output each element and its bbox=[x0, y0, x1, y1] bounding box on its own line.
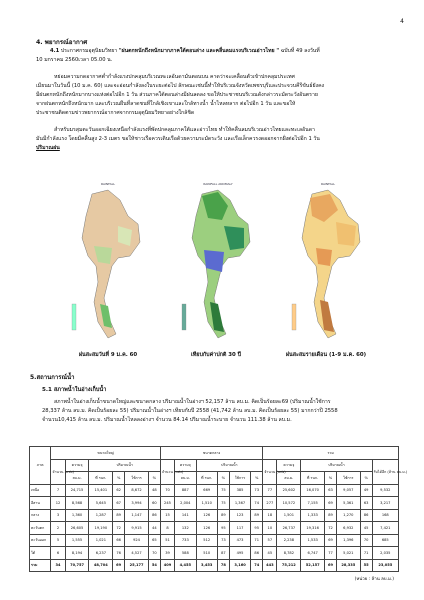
value-cell: 495 bbox=[229, 547, 250, 560]
monsoon-line: สำหรับมรสุมตะวันออกเฉียงเหนือกำลังแรงที่พัดปกคลุมภาคใต้และอ่าวไทย ทำให้คลื่นลมบริเวณอ่าวไทยและทะเลอันดา bbox=[54, 127, 315, 133]
value-cell: 73 bbox=[251, 484, 263, 497]
value-cell: 510 bbox=[196, 547, 217, 560]
value-cell: 6 bbox=[51, 547, 65, 560]
value-cell: 70 bbox=[360, 534, 372, 547]
value-cell: 3,453 bbox=[196, 559, 217, 572]
table-header-row bbox=[30, 447, 399, 460]
value-cell: 4,455 bbox=[175, 559, 196, 572]
value-cell: 51 bbox=[160, 534, 174, 547]
value-cell: 25,177 bbox=[125, 559, 149, 572]
rainfall-monthly-map bbox=[288, 182, 368, 350]
value-cell: 70 bbox=[148, 547, 160, 560]
thailand-map-icon bbox=[288, 186, 368, 346]
table-row bbox=[30, 547, 399, 560]
value-cell: 1,021 bbox=[89, 534, 113, 547]
region-cell: ตะวันออก bbox=[30, 534, 51, 547]
value-cell: 75 bbox=[217, 497, 229, 510]
value-cell: 49 bbox=[360, 484, 372, 497]
sub-header: ใช้การ bbox=[125, 472, 149, 485]
value-cell: 72 bbox=[113, 522, 125, 535]
value-cell: 5,361 bbox=[336, 497, 360, 510]
value-cell: 7,421 bbox=[372, 522, 398, 535]
sub-header: % bbox=[217, 472, 229, 485]
table-row bbox=[30, 509, 399, 522]
value-cell: 1,270 bbox=[336, 509, 360, 522]
value-cell: 2 bbox=[51, 522, 65, 535]
value-cell: 126 bbox=[196, 509, 217, 522]
map-title: RAINFALL bbox=[321, 182, 335, 186]
value-cell: 75,212 bbox=[277, 559, 301, 572]
sub-header: ที่ รนก. bbox=[301, 472, 325, 485]
forecast-paragraph bbox=[36, 73, 394, 118]
value-cell: 3,160 bbox=[229, 559, 250, 572]
value-cell: 443 bbox=[263, 559, 277, 572]
value-cell: 5 bbox=[51, 534, 65, 547]
value-cell: 9,915 bbox=[125, 522, 149, 535]
value-cell: 1,360 bbox=[65, 509, 89, 522]
value-cell: 8,672 bbox=[125, 484, 149, 497]
value-cell: 57 bbox=[263, 534, 277, 547]
value-cell: 65 bbox=[148, 534, 160, 547]
value-cell: 669 bbox=[196, 484, 217, 497]
available-header: รับได้อีก (ล้าน ลบ.ม.) bbox=[372, 459, 398, 484]
value-cell: 16,070 bbox=[301, 484, 325, 497]
value-cell: 409 bbox=[160, 559, 174, 572]
value-cell: 141 bbox=[175, 509, 196, 522]
count-header: จำนวน (แห่ง) bbox=[51, 459, 65, 484]
value-cell: 69 bbox=[325, 559, 337, 572]
forecast-line: จากฝนตกหนักถึงหนักมาก และบริเวณผืนที่ลาดชนที่ใกล้เชิงเขาและใกล้ทางน้ำ น้ำไหลหลาก ต่อไปอีก 1 วัน และขอให้ bbox=[36, 101, 296, 108]
value-cell: 733 bbox=[175, 534, 196, 547]
sub-header: ใช้การ bbox=[336, 472, 360, 485]
table-row bbox=[30, 534, 399, 547]
value-cell: 924 bbox=[125, 534, 149, 547]
forecast-line: หย่อมความกดอากาศต่ำกำลังแรงปกคลุมบริเวณทะเลอันดามันตอนบน คาดว่าจะเคลื่อนตัวเข้าปกคลุมประเทศ bbox=[54, 74, 295, 80]
section-5-heading: 5.สถานการณ์น้ำ bbox=[30, 374, 75, 381]
value-cell: 277 bbox=[263, 497, 277, 510]
capacity-header: ความจุ bbox=[277, 459, 301, 472]
value-cell: 5,645 bbox=[89, 497, 113, 510]
value-cell: 8,568 bbox=[65, 497, 89, 510]
value-cell: 87 bbox=[217, 547, 229, 560]
sub-header: ที่ รนก. bbox=[196, 472, 217, 485]
capacity-header: ความจุ bbox=[65, 459, 89, 472]
region-cell: กลาง bbox=[30, 509, 51, 522]
forecast-line: ประชาชนติดตามข่าวพยากรณ์อากาศจากกรมอุตุนิยมวิทยาอย่างใกล้ชิด bbox=[36, 110, 195, 117]
value-cell: 3 bbox=[51, 509, 65, 522]
sub-header: % bbox=[148, 472, 160, 485]
monsoon-paragraph bbox=[36, 126, 394, 153]
value-cell: 78 bbox=[217, 559, 229, 572]
region-cell: เหนือ bbox=[30, 484, 51, 497]
value-cell: 10 bbox=[263, 522, 277, 535]
value-cell: 9,057 bbox=[336, 484, 360, 497]
para-number: 4.1 bbox=[50, 48, 60, 54]
value-cell: 63 bbox=[360, 497, 372, 510]
reservoir-paragraph bbox=[42, 398, 402, 425]
sub-header: % bbox=[360, 472, 372, 485]
map-title: RAINFALL ANOMALY bbox=[203, 182, 233, 186]
value-cell: 24,715 bbox=[65, 484, 89, 497]
value-cell: 55 bbox=[360, 559, 372, 572]
announcement-title: "ฝนตกหนักถึงหนักมากภาคใต้ตอนล่าง และคลื่นลมแรงบริเวณอ่าวไทย " bbox=[118, 48, 280, 54]
value-cell: 45 bbox=[263, 547, 277, 560]
table-row bbox=[30, 559, 399, 572]
announcement-paragraph bbox=[36, 47, 394, 65]
value-cell: 39 bbox=[160, 547, 174, 560]
value-cell: 126 bbox=[196, 522, 217, 535]
value-cell: 245 bbox=[160, 497, 174, 510]
value-cell: 77 bbox=[263, 484, 277, 497]
para-pre: ประกาศกรมอุตุนิยมวิทยา bbox=[60, 48, 118, 54]
page-number: 4 bbox=[400, 18, 404, 25]
value-cell: 86 bbox=[251, 547, 263, 560]
reservoir-table bbox=[29, 446, 408, 572]
value-cell: 1,333 bbox=[301, 509, 325, 522]
table-header-row bbox=[30, 459, 399, 472]
value-cell: 63 bbox=[325, 484, 337, 497]
volume-header: ปริมาณน้ำ bbox=[89, 459, 160, 472]
value-cell: 6,237 bbox=[89, 547, 113, 560]
value-cell: 69 bbox=[325, 497, 337, 510]
value-cell: 2,035 bbox=[372, 547, 398, 560]
value-cell: 54 bbox=[148, 559, 160, 572]
value-cell: 385 bbox=[229, 484, 250, 497]
value-cell: 1,367 bbox=[229, 497, 250, 510]
value-cell: 4,527 bbox=[125, 547, 149, 560]
value-cell: 2,004 bbox=[175, 497, 196, 510]
value-cell: 1,396 bbox=[336, 534, 360, 547]
value-cell: 685 bbox=[372, 534, 398, 547]
map-caption-anomaly: เทียบกับค่าปกติ 30 ปี bbox=[190, 352, 242, 358]
reservoir-line: จำนวน10,415 ล้าน ลบ.ม. ปริมาณน้ำไหลลงอ่างฯ จำนวน 84.14 ปริมาณน้ำระบาย จำนวน 111.38 ล้าน ลบ.ม. bbox=[42, 417, 292, 424]
reservoir-line: สภาพน้ำในอ่างเก็บน้ำขนาดใหญ่และขนาดกลาง ปริมาณน้ำในอ่างฯ 52,157 ล้าน ลบ.ม. คิดเป็นร้อยละ69 (ปริมาณน้ำใช้การ bbox=[54, 399, 331, 405]
section-5-1-heading: 5.1 สภาพน้ำในอ่างเก็บน้ำ bbox=[42, 387, 107, 393]
section-4-heading: 4. พยากรณ์อากาศ bbox=[36, 39, 88, 46]
value-cell: 15 bbox=[160, 509, 174, 522]
value-cell: 52,157 bbox=[301, 559, 325, 572]
monsoon-line: มันมีกำลังแรง โดยมีคลื่นสูง 2-3 เมตร ขอให้ชาวเรือควรเดินเรือด้วยความระมัดระวัง และเรือเล็กควรงดออกจากฝั่งต่อไปอีก 1 วัน bbox=[36, 136, 320, 143]
value-cell: 473 bbox=[229, 534, 250, 547]
sub-header: % bbox=[113, 472, 125, 485]
volume-header: ปริมาณน้ำ bbox=[196, 459, 263, 472]
value-cell: 7,155 bbox=[301, 497, 325, 510]
sub-header: ใช้การ bbox=[229, 472, 250, 485]
value-cell: 3,217 bbox=[372, 497, 398, 510]
value-cell: 70,757 bbox=[65, 559, 89, 572]
thailand-map-icon bbox=[178, 186, 258, 346]
value-cell: 60 bbox=[148, 497, 160, 510]
value-cell: 5,021 bbox=[336, 547, 360, 560]
value-cell: 48 bbox=[148, 484, 160, 497]
value-cell: 72 bbox=[325, 522, 337, 535]
value-cell: 19,190 bbox=[89, 522, 113, 535]
count-header: จำนวน (แห่ง) bbox=[263, 459, 277, 484]
value-cell: 71 bbox=[251, 534, 263, 547]
value-cell: 26,737 bbox=[277, 522, 301, 535]
value-cell: 26,605 bbox=[65, 522, 89, 535]
table-row bbox=[30, 522, 399, 535]
value-cell: 89 bbox=[113, 509, 125, 522]
value-cell: 95 bbox=[251, 522, 263, 535]
count-header: จำนวน (แห่ง) bbox=[160, 459, 174, 484]
map-caption-monthly: ฝนสะสมรายเดือน (1-9 ม.ค. 60) bbox=[285, 352, 367, 358]
value-cell: 28,335 bbox=[336, 559, 360, 572]
value-cell: 77 bbox=[325, 547, 337, 560]
rainfall-heading: ปริมาณฝน bbox=[36, 145, 60, 152]
group-header: ขนาดกลาง bbox=[160, 447, 262, 460]
value-cell: 1,510 bbox=[196, 497, 217, 510]
value-cell: 19,316 bbox=[301, 522, 325, 535]
value-cell: 86 bbox=[148, 509, 160, 522]
sub-header: ลบ.ม. bbox=[277, 472, 301, 485]
value-cell: 76 bbox=[113, 547, 125, 560]
value-cell: 86 bbox=[360, 509, 372, 522]
forecast-line: มีฝนตกหนักถึงหนักมากบางแห่งต่อไปอีก 1 วัน ส่วนภาคใต้ตอนล่างมีฝนลดลง ขอให้ประชาชนบริเวณดังกล่าวระมัดระวังอันตราย bbox=[36, 92, 318, 99]
table-row bbox=[30, 497, 399, 510]
table-body bbox=[30, 484, 399, 572]
map-caption-daily: ฝนสะสมวันที่ 9 ม.ค. 60 bbox=[78, 352, 138, 358]
value-cell: 89 bbox=[325, 509, 337, 522]
rainfall-maps bbox=[68, 182, 368, 350]
value-cell: 12 bbox=[51, 497, 65, 510]
value-cell: 1,501 bbox=[277, 509, 301, 522]
value-cell: 70 bbox=[160, 484, 174, 497]
sub-header: ที่ รนก. bbox=[89, 472, 113, 485]
value-cell: 588 bbox=[175, 547, 196, 560]
value-cell: 8,194 bbox=[65, 547, 89, 560]
value-cell: 66 bbox=[113, 534, 125, 547]
sub-header: ลบ.ม. bbox=[65, 472, 89, 485]
value-cell: 6,747 bbox=[301, 547, 325, 560]
capacity-header: ความจุ bbox=[175, 459, 196, 472]
table-row bbox=[30, 484, 399, 497]
value-cell: 168 bbox=[372, 509, 398, 522]
value-cell: 89 bbox=[251, 509, 263, 522]
value-cell: 3,994 bbox=[125, 497, 149, 510]
rainfall-map-daily bbox=[68, 182, 148, 350]
value-cell: 1,533 bbox=[301, 534, 325, 547]
forecast-line: เมียนมาในวันนี้ (10 ม.ค. 60) และจะอ่อนกำลังลงในระยะต่อไป ลักษณะเช่นนี้ทำให้บริเวณจังหวัดเพชรบุรีและประจวบคีรีขันธ์ยังคง bbox=[36, 83, 325, 90]
value-cell: 117 bbox=[229, 522, 250, 535]
value-cell: 67 bbox=[113, 497, 125, 510]
value-cell: 1,287 bbox=[89, 509, 113, 522]
group-header: รวม bbox=[263, 447, 399, 460]
value-cell: 512 bbox=[196, 534, 217, 547]
sub-header: % bbox=[325, 472, 337, 485]
value-cell: 10,572 bbox=[277, 497, 301, 510]
value-cell: 75 bbox=[217, 484, 229, 497]
sub-header: % bbox=[251, 472, 263, 485]
value-cell: 132 bbox=[175, 522, 196, 535]
value-cell: 44 bbox=[148, 522, 160, 535]
para-post: ฉบับที่ 49 ลงวันที่ bbox=[280, 48, 320, 54]
value-cell: 45 bbox=[360, 522, 372, 535]
value-cell: 62 bbox=[113, 484, 125, 497]
map-title: RAINFALL bbox=[101, 182, 115, 186]
value-cell: 25,602 bbox=[277, 484, 301, 497]
value-cell: 71 bbox=[360, 547, 372, 560]
table-header-row bbox=[30, 472, 399, 485]
value-cell: 15,401 bbox=[89, 484, 113, 497]
reservoir-line: 28,337 ล้าน ลบ.ม. คิดเป็นร้อยละ 55) ปริมาณน้ำในอ่างฯ เทียบกับปี 2558 (41,742 ล้าน ลบ.ม. คิดเป็นร้อยละ 55) มากกว่าปี 2558 bbox=[42, 408, 338, 415]
region-cell: อีสาน bbox=[30, 497, 51, 510]
rainfall-anomaly-map bbox=[178, 182, 258, 350]
value-cell: 8 bbox=[160, 522, 174, 535]
value-cell: 7 bbox=[51, 484, 65, 497]
value-cell: 48,704 bbox=[89, 559, 113, 572]
value-cell: 9,532 bbox=[372, 484, 398, 497]
value-cell: 887 bbox=[175, 484, 196, 497]
value-cell: 1,147 bbox=[125, 509, 149, 522]
unit-note: (หน่วย : ล้าน ลบ.ม.) bbox=[354, 577, 394, 582]
value-cell: 18 bbox=[263, 509, 277, 522]
value-cell: 74 bbox=[251, 497, 263, 510]
volume-header: ปริมาณน้ำ bbox=[301, 459, 372, 472]
region-cell: ตะวันตก bbox=[30, 522, 51, 535]
value-cell: 2,238 bbox=[277, 534, 301, 547]
thailand-map-icon bbox=[68, 186, 148, 346]
region-cell: ใต้ bbox=[30, 547, 51, 560]
region-cell: รวม bbox=[30, 559, 51, 572]
value-cell: 89 bbox=[217, 509, 229, 522]
value-cell: 95 bbox=[217, 522, 229, 535]
value-cell: 8,782 bbox=[277, 547, 301, 560]
value-cell: 34 bbox=[51, 559, 65, 572]
value-cell: 1,555 bbox=[65, 534, 89, 547]
para-date: 10 มกราคม 2560เวลา 05.00 น. bbox=[36, 57, 113, 64]
value-cell: 23,055 bbox=[372, 559, 398, 572]
value-cell: 6,932 bbox=[336, 522, 360, 535]
sub-header: ลบ.ม. bbox=[175, 472, 196, 485]
value-cell: 69 bbox=[113, 559, 125, 572]
value-cell: 69 bbox=[325, 534, 337, 547]
value-cell: 74 bbox=[251, 559, 263, 572]
value-cell: 73 bbox=[217, 534, 229, 547]
region-header: ภาค bbox=[30, 447, 51, 485]
group-header: ขนาดใหญ่ bbox=[51, 447, 160, 460]
value-cell: 123 bbox=[229, 509, 250, 522]
